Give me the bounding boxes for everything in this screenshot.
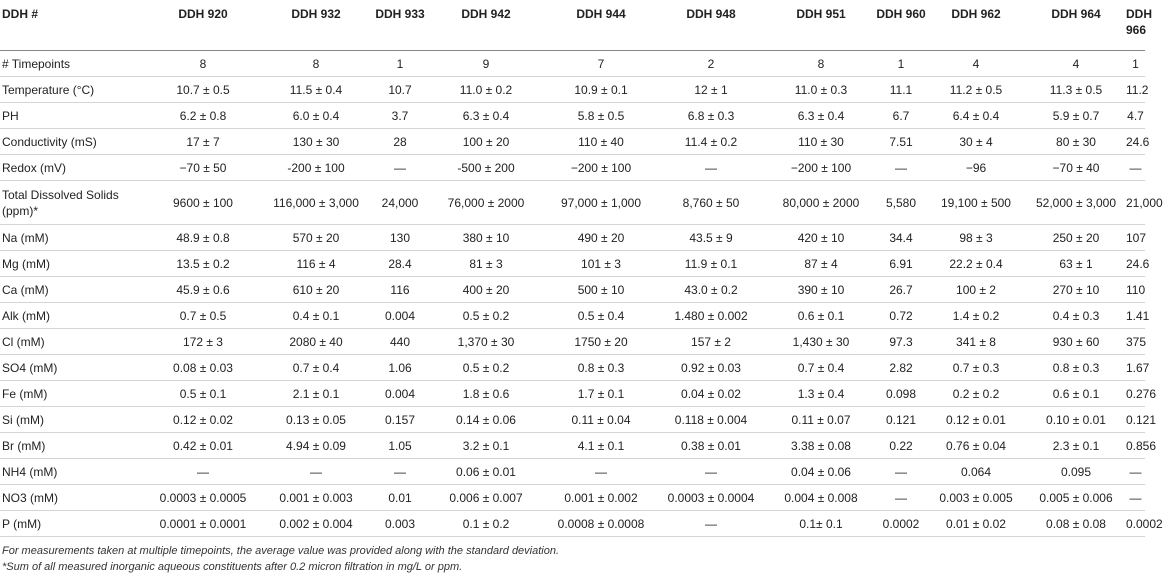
table-cell: 0.002 ± 0.004 [258, 511, 374, 537]
row-label: Conductivity (mS) [0, 129, 148, 155]
table-cell: 2.1 ± 0.1 [258, 381, 374, 407]
table-cell: 116 [374, 277, 426, 303]
row-label: SO4 (mM) [0, 355, 148, 381]
table-cell: 3.2 ± 0.1 [426, 433, 546, 459]
table-cell: 0.276 [1126, 381, 1145, 407]
table-row [0, 277, 1145, 303]
table-cell: 130 ± 30 [258, 129, 374, 155]
table-cell: — [876, 485, 926, 511]
table-cell: 0.5 ± 0.1 [148, 381, 258, 407]
table-cell: 8 [258, 51, 374, 77]
table-cell: 81 ± 3 [426, 251, 546, 277]
table-cell: 1.41 [1126, 303, 1145, 329]
table-row [0, 77, 1145, 103]
table-cell: 11.1 [876, 77, 926, 103]
table-cell: 52,000 ± 3,000 [1026, 181, 1126, 225]
column-header: DDH 933 [374, 0, 426, 51]
table-cell: 0.13 ± 0.05 [258, 407, 374, 433]
table-cell: 24.6 [1126, 251, 1145, 277]
table-cell: 250 ± 20 [1026, 225, 1126, 251]
table-cell: 1.4 ± 0.2 [926, 303, 1026, 329]
table-cell: 1 [876, 51, 926, 77]
table-cell: 0.01 ± 0.02 [926, 511, 1026, 537]
table-cell: — [258, 459, 374, 485]
table-cell: 11.0 ± 0.2 [426, 77, 546, 103]
table-row [0, 407, 1145, 433]
table-cell: -500 ± 200 [426, 155, 546, 181]
row-label: Redox (mV) [0, 155, 148, 181]
row-label: Cl (mM) [0, 329, 148, 355]
table-cell: 0.76 ± 0.04 [926, 433, 1026, 459]
table-cell: 11.3 ± 0.5 [1026, 77, 1126, 103]
table-cell: 24,000 [374, 181, 426, 225]
table-row [0, 355, 1145, 381]
table-cell: 0.001 ± 0.002 [546, 485, 656, 511]
column-header: DDH 951 [766, 0, 876, 51]
table-cell: 500 ± 10 [546, 277, 656, 303]
table-cell: 110 ± 30 [766, 129, 876, 155]
table-cell: 0.5 ± 0.2 [426, 303, 546, 329]
table-cell: 490 ± 20 [546, 225, 656, 251]
table-cell: 157 ± 2 [656, 329, 766, 355]
table-cell: 380 ± 10 [426, 225, 546, 251]
table-cell: 0.0001 ± 0.0001 [148, 511, 258, 537]
row-label: Si (mM) [0, 407, 148, 433]
table-cell: 172 ± 3 [148, 329, 258, 355]
table-cell: 3.7 [374, 103, 426, 129]
table-cell: 130 [374, 225, 426, 251]
table-cell: 0.005 ± 0.006 [1026, 485, 1126, 511]
table-cell: 4.1 ± 0.1 [546, 433, 656, 459]
table-cell: 7 [546, 51, 656, 77]
table-cell: — [656, 155, 766, 181]
table-row [0, 459, 1145, 485]
table-cell: 0.0002 [876, 511, 926, 537]
table-row [0, 329, 1145, 355]
table-cell: 11.4 ± 0.2 [656, 129, 766, 155]
row-label: NO3 (mM) [0, 485, 148, 511]
table-cell: 2 [656, 51, 766, 77]
table-cell: 1.06 [374, 355, 426, 381]
table-cell: 1 [374, 51, 426, 77]
table-cell: 21,000 [1126, 181, 1145, 225]
table-cell: 7.51 [876, 129, 926, 155]
table-cell: 26.7 [876, 277, 926, 303]
table-cell: 76,000 ± 2000 [426, 181, 546, 225]
footnote-average: For measurements taken at multiple timepoints, the average value was provided along with the standard deviation. [2, 545, 560, 557]
table-cell: 1.8 ± 0.6 [426, 381, 546, 407]
table-cell: −70 ± 50 [148, 155, 258, 181]
table-cell: −70 ± 40 [1026, 155, 1126, 181]
table-cell: 0.1± 0.1 [766, 511, 876, 537]
table-row [0, 433, 1145, 459]
table-cell: 0.4 ± 0.3 [1026, 303, 1126, 329]
table-cell: 0.10 ± 0.01 [1026, 407, 1126, 433]
table-cell: 0.095 [1026, 459, 1126, 485]
table-cell: 1.67 [1126, 355, 1145, 381]
table-cell: 24.6 [1126, 129, 1145, 155]
table-cell: 0.08 ± 0.03 [148, 355, 258, 381]
table-cell: 0.003 [374, 511, 426, 537]
table-cell: 97,000 ± 1,000 [546, 181, 656, 225]
table-cell: 0.12 ± 0.02 [148, 407, 258, 433]
row-label: NH4 (mM) [0, 459, 148, 485]
table-cell: 11.2 [1126, 77, 1145, 103]
table-cell: 0.157 [374, 407, 426, 433]
header-row [0, 0, 1145, 51]
table-cell: — [1126, 155, 1145, 181]
table-cell: 28.4 [374, 251, 426, 277]
table-cell: 341 ± 8 [926, 329, 1026, 355]
column-header: DDH 932 [258, 0, 374, 51]
table-cell: 1,370 ± 30 [426, 329, 546, 355]
column-header: DDH 964 [1026, 0, 1126, 51]
table-body [0, 51, 1163, 537]
table-cell: 0.14 ± 0.06 [426, 407, 546, 433]
column-header: DDH 962 [926, 0, 1026, 51]
table-cell: 80 ± 30 [1026, 129, 1126, 155]
table-cell: 11.2 ± 0.5 [926, 77, 1026, 103]
table-cell: 1.3 ± 0.4 [766, 381, 876, 407]
table-cell: 2080 ± 40 [258, 329, 374, 355]
table-cell: 12 ± 1 [656, 77, 766, 103]
table-cell: 2.3 ± 0.1 [1026, 433, 1126, 459]
table-cell: 19,100 ± 500 [926, 181, 1026, 225]
table-cell: 87 ± 4 [766, 251, 876, 277]
table-cell: 1.7 ± 0.1 [546, 381, 656, 407]
table-cell: 0.004 [374, 303, 426, 329]
table-row [0, 381, 1145, 407]
table-cell: −96 [926, 155, 1026, 181]
table-cell: 0.8 ± 0.3 [546, 355, 656, 381]
column-header: DDH 944 [546, 0, 656, 51]
table-cell: 0.118 ± 0.004 [656, 407, 766, 433]
table-cell: 0.004 ± 0.008 [766, 485, 876, 511]
row-label: Na (mM) [0, 225, 148, 251]
row-label: Br (mM) [0, 433, 148, 459]
table-cell: 43.0 ± 0.2 [656, 277, 766, 303]
column-header: DDH 966 [1126, 0, 1145, 51]
table-cell: 930 ± 60 [1026, 329, 1126, 355]
table-cell: 34.4 [876, 225, 926, 251]
table-cell: 1750 ± 20 [546, 329, 656, 355]
table-cell: 0.38 ± 0.01 [656, 433, 766, 459]
table-cell: 1 [1126, 51, 1145, 77]
table-cell: 116 ± 4 [258, 251, 374, 277]
table-cell: 107 [1126, 225, 1145, 251]
table-row [0, 129, 1145, 155]
table-cell: 5,580 [876, 181, 926, 225]
table-cell: 0.8 ± 0.3 [1026, 355, 1126, 381]
row-label: Fe (mM) [0, 381, 148, 407]
table-cell: 0.11 ± 0.07 [766, 407, 876, 433]
table-row [0, 485, 1145, 511]
table-cell: 10.9 ± 0.1 [546, 77, 656, 103]
table-cell: 610 ± 20 [258, 277, 374, 303]
table-cell: 1,430 ± 30 [766, 329, 876, 355]
table-cell: 0.5 ± 0.4 [546, 303, 656, 329]
table-cell: 2.82 [876, 355, 926, 381]
table-cell: 0.098 [876, 381, 926, 407]
table-cell: 400 ± 20 [426, 277, 546, 303]
table-cell: — [546, 459, 656, 485]
table-cell: 6.8 ± 0.3 [656, 103, 766, 129]
table-row [0, 51, 1145, 77]
table-cell: 101 ± 3 [546, 251, 656, 277]
table-cell: 0.04 ± 0.06 [766, 459, 876, 485]
table-row [0, 251, 1145, 277]
table-cell: 30 ± 4 [926, 129, 1026, 155]
table-cell: 440 [374, 329, 426, 355]
table-cell: 6.3 ± 0.4 [426, 103, 546, 129]
table-cell: 63 ± 1 [1026, 251, 1126, 277]
table-cell: 0.6 ± 0.1 [1026, 381, 1126, 407]
column-header: DDH 920 [148, 0, 258, 51]
table-cell: 6.0 ± 0.4 [258, 103, 374, 129]
table-cell: 8,760 ± 50 [656, 181, 766, 225]
table-cell: — [1126, 485, 1145, 511]
table-cell: 11.5 ± 0.4 [258, 77, 374, 103]
table-cell: 0.01 [374, 485, 426, 511]
table-cell: 45.9 ± 0.6 [148, 277, 258, 303]
table-cell: 97.3 [876, 329, 926, 355]
table-cell: 0.5 ± 0.2 [426, 355, 546, 381]
table-cell: 0.7 ± 0.4 [258, 355, 374, 381]
table-row [0, 511, 1145, 537]
table-cell: 8 [766, 51, 876, 77]
table-cell: 0.06 ± 0.01 [426, 459, 546, 485]
table-cell: 110 [1126, 277, 1145, 303]
table-cell: 4 [926, 51, 1026, 77]
table-cell: 270 ± 10 [1026, 277, 1126, 303]
table-cell: 5.8 ± 0.5 [546, 103, 656, 129]
table-cell: 390 ± 10 [766, 277, 876, 303]
table-cell: 0.7 ± 0.5 [148, 303, 258, 329]
table-cell: 0.2 ± 0.2 [926, 381, 1026, 407]
row-label: Total Dissolved Solids (ppm)* [0, 181, 148, 225]
table-cell: 6.4 ± 0.4 [926, 103, 1026, 129]
table-cell: 9600 ± 100 [148, 181, 258, 225]
table-cell: 0.064 [926, 459, 1026, 485]
table-cell: 110 ± 40 [546, 129, 656, 155]
footnote-tds: *Sum of all measured inorganic aqueous constituents after 0.2 micron filtration in mg/L or ppm. [2, 561, 463, 573]
table-cell: — [148, 459, 258, 485]
table-cell: — [876, 459, 926, 485]
table-cell: 10.7 [374, 77, 426, 103]
table-cell: 4.94 ± 0.09 [258, 433, 374, 459]
table-cell: 6.3 ± 0.4 [766, 103, 876, 129]
table-cell: 48.9 ± 0.8 [148, 225, 258, 251]
row-label: Ca (mM) [0, 277, 148, 303]
table-cell: 22.2 ± 0.4 [926, 251, 1026, 277]
table-cell: 0.003 ± 0.005 [926, 485, 1026, 511]
table-cell: 0.1 ± 0.2 [426, 511, 546, 537]
row-label: # Timepoints [0, 51, 148, 77]
table-cell: -200 ± 100 [258, 155, 374, 181]
column-header: DDH # [0, 0, 148, 51]
table-cell: 17 ± 7 [148, 129, 258, 155]
table-cell: 0.0003 ± 0.0005 [148, 485, 258, 511]
table-cell: −200 ± 100 [766, 155, 876, 181]
table-cell: 4 [1026, 51, 1126, 77]
table-cell: 1.05 [374, 433, 426, 459]
row-label: Alk (mM) [0, 303, 148, 329]
table-cell: 5.9 ± 0.7 [1026, 103, 1126, 129]
table-cell: 0.004 [374, 381, 426, 407]
column-header: DDH 948 [656, 0, 766, 51]
table-cell: 43.5 ± 9 [656, 225, 766, 251]
table-row [0, 303, 1145, 329]
table-cell: 10.7 ± 0.5 [148, 77, 258, 103]
row-label: Mg (mM) [0, 251, 148, 277]
table-cell: 11.9 ± 0.1 [656, 251, 766, 277]
table-cell: 0.04 ± 0.02 [656, 381, 766, 407]
table-cell: — [374, 155, 426, 181]
table-cell: 116,000 ± 3,000 [258, 181, 374, 225]
table-cell: 6.91 [876, 251, 926, 277]
table-cell: 0.001 ± 0.003 [258, 485, 374, 511]
row-label: PH [0, 103, 148, 129]
table-cell: 0.0002 [1126, 511, 1145, 537]
table-cell: 0.11 ± 0.04 [546, 407, 656, 433]
table-cell: — [656, 511, 766, 537]
table-cell: 0.7 ± 0.4 [766, 355, 876, 381]
table-row [0, 181, 1145, 225]
table-cell: 6.7 [876, 103, 926, 129]
table-cell: 0.22 [876, 433, 926, 459]
table-cell: 0.92 ± 0.03 [656, 355, 766, 381]
table-cell: 0.0008 ± 0.0008 [546, 511, 656, 537]
table-cell: — [656, 459, 766, 485]
table-cell: 100 ± 20 [426, 129, 546, 155]
table-cell: 0.6 ± 0.1 [766, 303, 876, 329]
table-cell: 4.7 [1126, 103, 1145, 129]
table-cell: 0.121 [876, 407, 926, 433]
table-row [0, 103, 1145, 129]
table-cell: −200 ± 100 [546, 155, 656, 181]
table-cell: 0.4 ± 0.1 [258, 303, 374, 329]
table-cell: 0.7 ± 0.3 [926, 355, 1026, 381]
table-row [0, 155, 1145, 181]
table-cell: 0.42 ± 0.01 [148, 433, 258, 459]
table-cell: 375 [1126, 329, 1145, 355]
table-cell: 9 [426, 51, 546, 77]
table-cell: 1.480 ± 0.002 [656, 303, 766, 329]
row-label: P (mM) [0, 511, 148, 537]
table-cell: 420 ± 10 [766, 225, 876, 251]
table-cell: 8 [148, 51, 258, 77]
table-cell: 13.5 ± 0.2 [148, 251, 258, 277]
table-cell: 0.0003 ± 0.0004 [656, 485, 766, 511]
table-cell: 6.2 ± 0.8 [148, 103, 258, 129]
table-cell: 0.08 ± 0.08 [1026, 511, 1126, 537]
table-cell: 98 ± 3 [926, 225, 1026, 251]
table-cell: — [1126, 459, 1145, 485]
row-label: Temperature (°C) [0, 77, 148, 103]
table-row [0, 225, 1145, 251]
table-cell: — [374, 459, 426, 485]
table-cell: 3.38 ± 0.08 [766, 433, 876, 459]
table-cell: 0.856 [1126, 433, 1145, 459]
table-cell: 0.72 [876, 303, 926, 329]
table-cell: 0.121 [1126, 407, 1145, 433]
table-cell: 0.006 ± 0.007 [426, 485, 546, 511]
table-cell: — [876, 155, 926, 181]
table-cell: 28 [374, 129, 426, 155]
table-cell: 100 ± 2 [926, 277, 1026, 303]
table-notes [0, 543, 1145, 575]
table-cell: 11.0 ± 0.3 [766, 77, 876, 103]
table-cell: 0.12 ± 0.01 [926, 407, 1026, 433]
column-header: DDH 942 [426, 0, 546, 51]
table-cell: 570 ± 20 [258, 225, 374, 251]
column-header: DDH 960 [876, 0, 926, 51]
table-cell: 80,000 ± 2000 [766, 181, 876, 225]
